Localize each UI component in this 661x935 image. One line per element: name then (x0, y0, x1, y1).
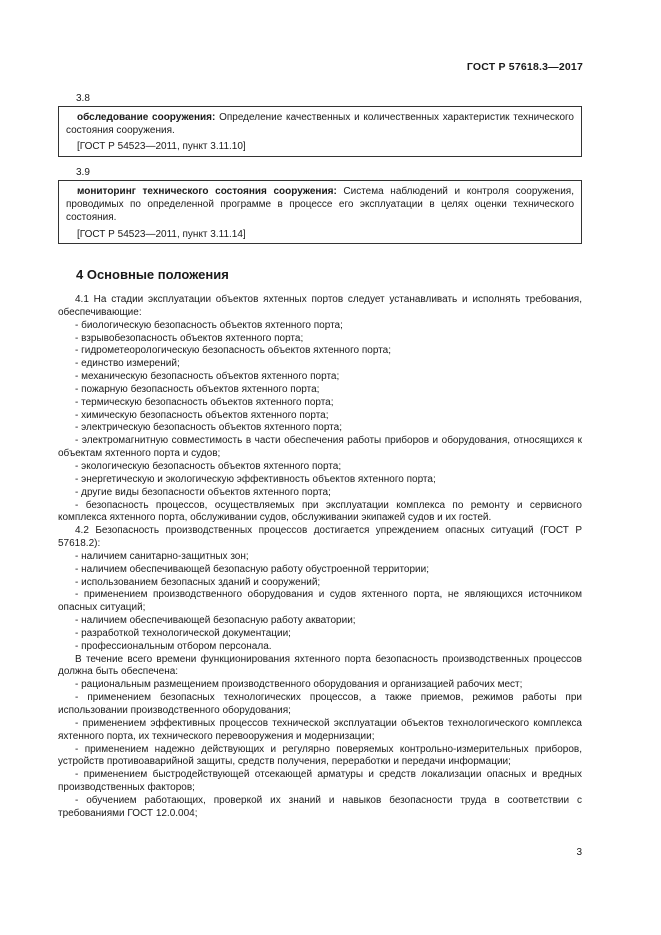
paragraph: В течение всего времени функционирования яхтенного порта безопасность производственных процессов должна быть обеспечена: (58, 653, 582, 678)
paragraph: - электрическую безопасность объектов яхтенного порта; (75, 422, 342, 434)
paragraph: - единство измерений; (75, 358, 180, 370)
term-box (58, 180, 582, 244)
term-reference: [ГОСТ Р 54523—2011, пункт 3.11.10] (77, 141, 246, 153)
paragraph: - применением надежно действующих и регулярно поверяемых контрольно-измерительных приборов, устройств противоаварийной защиты, средств получения, переработки и передачи информации; (58, 743, 582, 768)
term-definition-text: Определение качественных и количественных характеристик технического состояния сооружения. (66, 112, 574, 137)
paragraph: - безопасность процессов, осуществляемых при эксплуатации комплекса по ремонту и сервисного комплекса яхтенного порта, обслуживании судов, обслуживании экипажей судов и их гостей. (58, 499, 582, 524)
paragraph: - наличием санитарно-защитных зон; (75, 550, 249, 562)
paragraph: 4.1 На стадии эксплуатации объектов яхтенных портов следует устанавливать и исполнять требования, обеспечивающие: (58, 294, 582, 318)
paragraph: - другие виды безопасности объектов яхтенного порта; (75, 486, 331, 498)
paragraph: - рациональным размещением производственного оборудования и организацией рабочих мест; (75, 679, 523, 691)
document-header: ГОСТ Р 57618.3—2017 (466, 61, 583, 73)
term-definition (66, 111, 574, 137)
paragraph: - экологическую безопасность объектов яхтенного порта; (75, 460, 342, 472)
paragraph: - химическую безопасность объектов яхтенного порта; (75, 409, 329, 421)
term-definition (66, 185, 574, 225)
paragraph: - электромагнитную совместимость в части обеспечения работы приборов и оборудования, относящихся к объектам яхтенного порта и судов; (58, 435, 582, 460)
paragraph: - применением производственного оборудования и судов яхтенного порта, не являющихся источником опасных ситуаций; (58, 589, 582, 614)
paragraph: - применением безопасных технологических процессов, а также приемов, режимов работы при использовании производственного оборудования; (58, 692, 582, 716)
paragraph: - биологическую безопасность объектов яхтенного порта; (75, 319, 343, 331)
paragraph: - пожарную безопасность объектов яхтенного порта; (75, 383, 320, 395)
paragraph: - термическую безопасность объектов яхтенного порта; (75, 396, 334, 408)
paragraph: - взрывобезопасность объектов яхтенного порта; (75, 332, 304, 344)
term-name: мониторинг технического состояния сооружения: (77, 186, 337, 197)
section-title: 4 Основные положения (76, 267, 229, 282)
paragraph: - наличием обеспечивающей безопасную работу акватории; (75, 615, 356, 627)
paragraph: - применением быстродействующей отсекающей арматуры и средств локализации опасных и вредных производственных факторов; (58, 769, 582, 794)
term-number: 3.9 (76, 167, 90, 178)
term-definition-text: Система наблюдений и контроля сооружения, проводимых по определенной программе в процессе его эксплуатации в целях оценки технического состояния. (66, 186, 574, 224)
paragraph: - обучением работающих, проверкой их знаний и навыков безопасности труда в соответствии с требованиями ГОСТ 12.0.004; (58, 794, 582, 819)
term-number: 3.8 (76, 93, 90, 104)
paragraph: - гидрометеорологическую безопасность объектов яхтенного порта; (75, 345, 392, 357)
paragraph: - разработкой технологической документации; (75, 627, 291, 639)
paragraph: 4.2 Безопасность производственных процессов достигается упреждением опасных ситуаций (ГОСТ Р 57618.2): (58, 525, 582, 550)
paragraph: - профессиональным отбором персонала. (75, 640, 272, 652)
term-box (58, 106, 582, 157)
paragraph: - использованием безопасных зданий и сооружений; (75, 576, 321, 588)
term-name: обследование сооружения: (77, 112, 216, 123)
body-text (58, 294, 582, 821)
paragraph: - наличием обеспечивающей безопасную работу обустроенной территории; (75, 563, 430, 575)
term-reference: [ГОСТ Р 54523—2011, пункт 3.11.14] (77, 228, 246, 240)
paragraph: - применением эффективных процессов технической эксплуатации объектов технологического комплекса яхтенного порта, их технического перевооружения и модернизации; (58, 717, 582, 742)
page-number: 3 (576, 847, 582, 858)
paragraph: - энергетическую и экологическую эффективность объектов яхтенного порта; (75, 473, 436, 485)
paragraph: - механическую безопасность объектов яхтенного порта; (75, 371, 340, 383)
